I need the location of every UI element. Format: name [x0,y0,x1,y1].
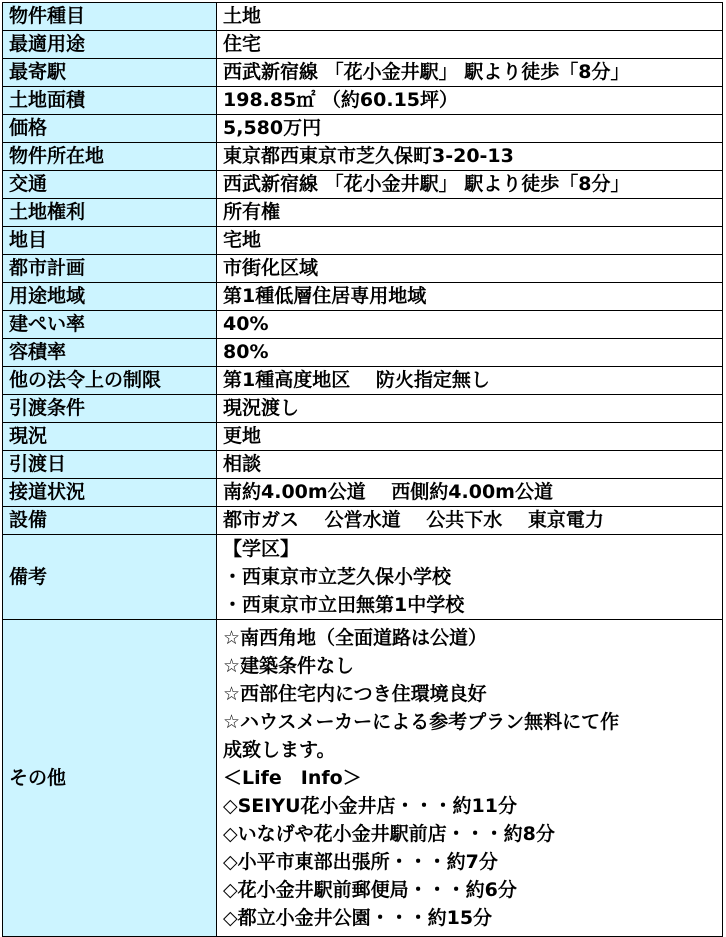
row-moyori-eki [3,59,723,87]
value-kenpeiritsu: 40% [217,311,723,339]
label-genkyou: 現況 [3,423,217,451]
value-bukken-shumoku: 土地 [217,3,723,31]
row-hourei-seigen [3,367,723,395]
bikou-line: ・西東京市立田無第1中学校 [223,594,465,616]
label-hikiwatashi-jouken: 引渡条件 [3,395,217,423]
label-setsubi: 設備 [3,507,217,535]
sonota-line: ☆ハウスメーカーによる参考プラン無料にて作 [223,711,620,733]
row-kenpeiritsu [3,311,723,339]
bikou-line: ・西東京市立芝久保小学校 [223,566,452,588]
sonota-line: ☆建築条件なし [223,655,355,677]
row-tochi-kenri [3,199,723,227]
label-sonota: その他 [3,620,217,937]
value-koutsu: 西武新宿線 「花小金井駅」 駅より徒歩「8分」 [217,171,723,199]
label-setsudou: 接道状況 [3,479,217,507]
value-bikou [217,535,723,620]
label-bukken-shumoku: 物件種目 [3,3,217,31]
row-yousekiritsu [3,339,723,367]
sonota-line: ◇花小金井駅前郵便局・・・約6分 [223,879,517,901]
property-spec-table [2,2,723,937]
row-koutsu [3,171,723,199]
sonota-line: ＜Life Info＞ [223,767,362,789]
value-setsubi: 都市ガス 公営水道 公共下水 東京電力 [217,507,723,535]
value-hourei-seigen: 第1種高度地区 防火指定無し [217,367,723,395]
sonota-line: ◇都立小金井公園・・・約15分 [223,907,493,929]
row-hikiwatashi-jouken [3,395,723,423]
value-hikiwatashi-jouken: 現況渡し [217,395,723,423]
value-shozaichi: 東京都西東京市芝久保町3-20-13 [217,143,723,171]
bikou-line: 【学区】 [223,538,300,560]
row-setsubi [3,507,723,535]
row-bikou [3,535,723,620]
label-saiteki-youto: 最適用途 [3,31,217,59]
sonota-line: ◇いなげや花小金井駅前店・・・約8分 [223,823,555,845]
value-sonota [217,620,723,937]
label-yousekiritsu: 容積率 [3,339,217,367]
label-moyori-eki: 最寄駅 [3,59,217,87]
row-tochi-menseki [3,87,723,115]
sonota-line: ◇小平市東部出張所・・・約7分 [223,851,498,873]
value-youto-chiiki: 第1種低層住居専用地域 [217,283,723,311]
sonota-line: ☆南西角地（全面道路は公道） [223,627,488,649]
value-yousekiritsu: 80% [217,339,723,367]
row-setsudou [3,479,723,507]
sonota-line: 成致します。 [223,739,336,761]
sonota-line: ◇SEIYU花小金井店・・・約11分 [223,795,517,817]
value-setsudou: 南約4.00m公道 西側約4.00m公道 [217,479,723,507]
value-tochi-menseki: 198.85㎡ （約60.15坪） [217,87,723,115]
label-kakaku: 価格 [3,115,217,143]
label-tochi-menseki: 土地面積 [3,87,217,115]
row-chimoku [3,227,723,255]
row-youto-chiiki [3,283,723,311]
label-bikou: 備考 [3,535,217,620]
row-shozaichi [3,143,723,171]
label-hourei-seigen: 他の法令上の制限 [3,367,217,395]
row-sonota [3,620,723,937]
row-saiteki-youto [3,31,723,59]
label-shozaichi: 物件所在地 [3,143,217,171]
row-bukken-shumoku [3,3,723,31]
value-tochi-kenri: 所有権 [217,199,723,227]
label-chimoku: 地目 [3,227,217,255]
row-toshi-keikaku [3,255,723,283]
row-kakaku [3,115,723,143]
sonota-line: ☆西部住宅内につき住環境良好 [223,683,487,705]
value-hikiwatashi-bi: 相談 [217,451,723,479]
label-koutsu: 交通 [3,171,217,199]
value-chimoku: 宅地 [217,227,723,255]
label-toshi-keikaku: 都市計画 [3,255,217,283]
value-toshi-keikaku: 市街化区域 [217,255,723,283]
spec-table-body [3,3,723,937]
value-moyori-eki: 西武新宿線 「花小金井駅」 駅より徒歩「8分」 [217,59,723,87]
value-genkyou: 更地 [217,423,723,451]
value-kakaku: 5,580万円 [217,115,723,143]
label-tochi-kenri: 土地権利 [3,199,217,227]
label-youto-chiiki: 用途地域 [3,283,217,311]
label-kenpeiritsu: 建ぺい率 [3,311,217,339]
row-genkyou [3,423,723,451]
label-hikiwatashi-bi: 引渡日 [3,451,217,479]
value-saiteki-youto: 住宅 [217,31,723,59]
row-hikiwatashi-bi [3,451,723,479]
